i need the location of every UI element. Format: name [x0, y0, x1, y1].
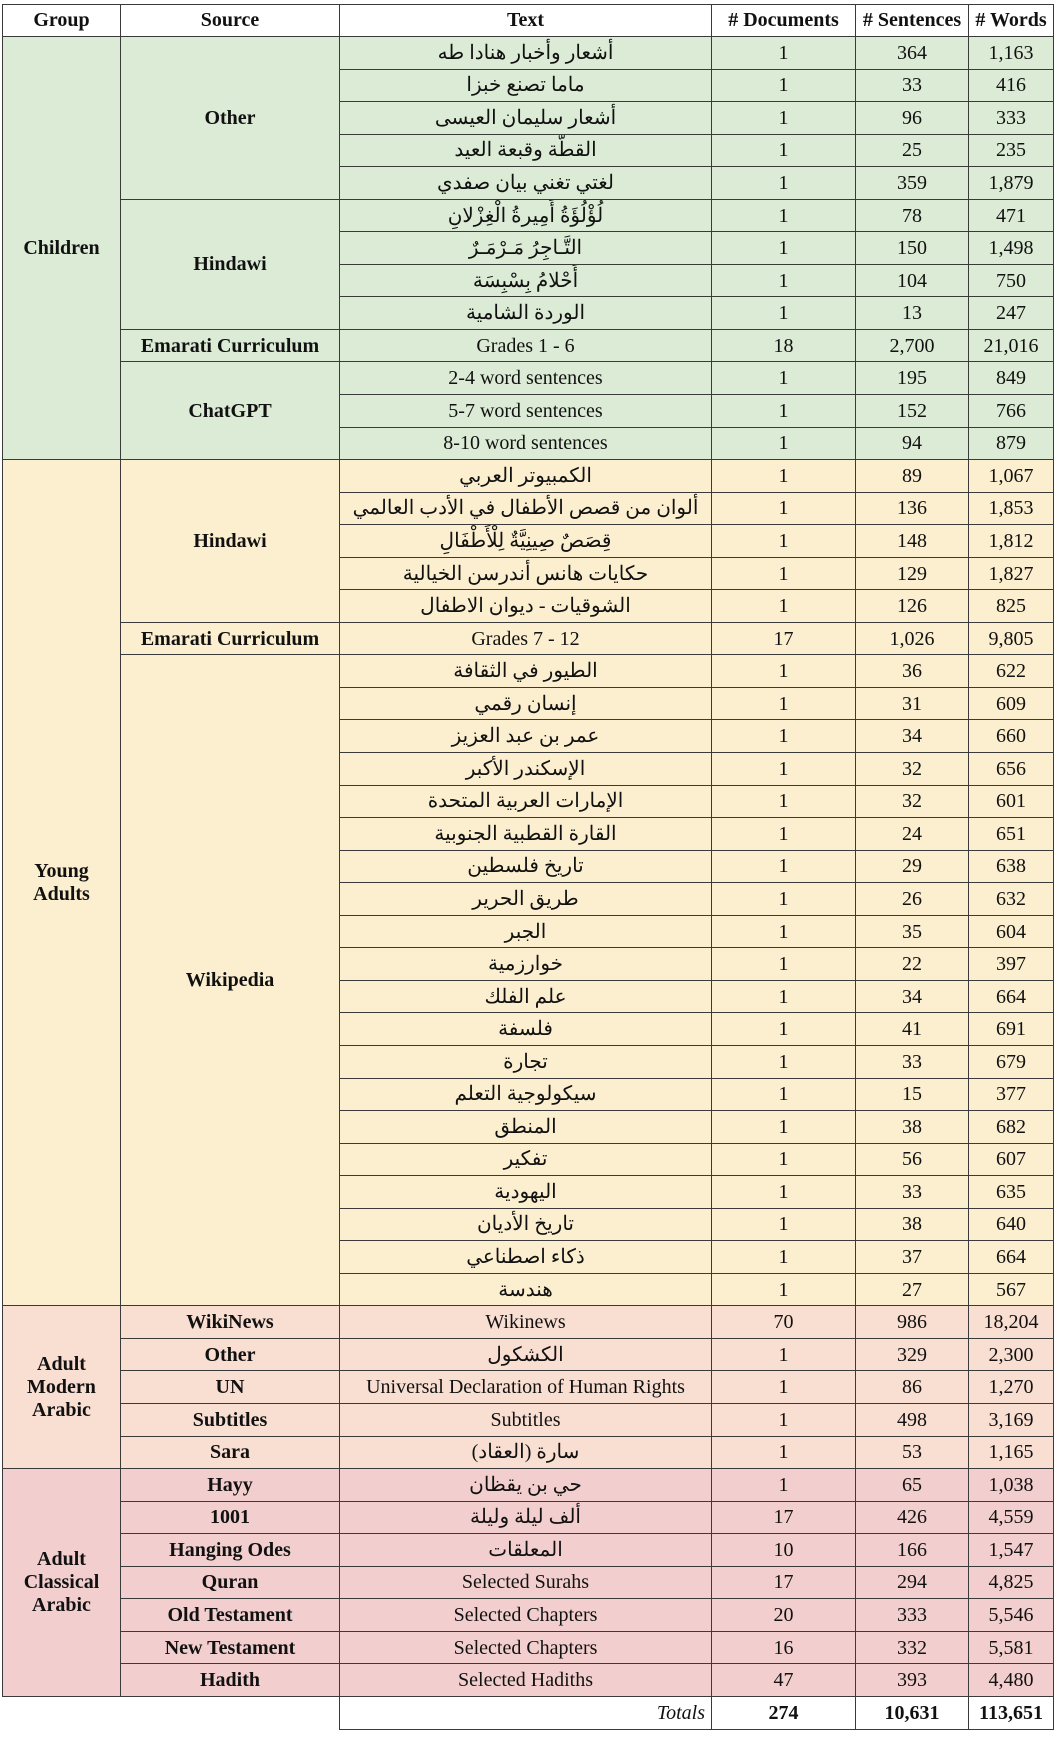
- words-cell: 21,016: [969, 329, 1054, 362]
- documents-cell: 1: [712, 590, 856, 623]
- words-cell: 656: [969, 753, 1054, 786]
- sentences-cell: 25: [856, 134, 969, 167]
- documents-cell: 1: [712, 1176, 856, 1209]
- source-cell: New Testament: [121, 1631, 340, 1664]
- totals-documents: 274: [712, 1696, 856, 1729]
- source-cell: Old Testament: [121, 1599, 340, 1632]
- table-row: [3, 37, 1054, 70]
- documents-cell: 18: [712, 329, 856, 362]
- documents-cell: 1: [712, 297, 856, 330]
- header-source: Source: [121, 5, 340, 37]
- sentences-cell: 41: [856, 1013, 969, 1046]
- words-cell: 1,827: [969, 557, 1054, 590]
- documents-cell: 1: [712, 1403, 856, 1436]
- sentences-cell: 1,026: [856, 622, 969, 655]
- words-cell: 682: [969, 1111, 1054, 1144]
- documents-cell: 1: [712, 492, 856, 525]
- documents-cell: 1: [712, 232, 856, 265]
- text-cell: الطيور في الثقافة: [340, 655, 712, 688]
- documents-cell: 1: [712, 557, 856, 590]
- sentences-cell: 32: [856, 753, 969, 786]
- corpus-table-container: [2, 4, 1054, 1730]
- sentences-cell: 78: [856, 199, 969, 232]
- text-cell: سارة (العقاد): [340, 1436, 712, 1469]
- documents-cell: 1: [712, 655, 856, 688]
- sentences-cell: 94: [856, 427, 969, 460]
- words-cell: 609: [969, 687, 1054, 720]
- words-cell: 1,547: [969, 1534, 1054, 1567]
- table-row: [3, 622, 1054, 655]
- sentences-cell: 986: [856, 1306, 969, 1339]
- table-row: [3, 329, 1054, 362]
- totals-words: 113,651: [969, 1696, 1054, 1729]
- sentences-cell: 86: [856, 1371, 969, 1404]
- table-row: [3, 1664, 1054, 1697]
- text-cell: الكشكول: [340, 1338, 712, 1371]
- text-cell: هندسة: [340, 1273, 712, 1306]
- sentences-cell: 29: [856, 850, 969, 883]
- documents-cell: 1: [712, 1143, 856, 1176]
- words-cell: 849: [969, 362, 1054, 395]
- text-cell: Grades 1 - 6: [340, 329, 712, 362]
- words-cell: 660: [969, 720, 1054, 753]
- text-cell: ماما تصنع خبزا: [340, 69, 712, 102]
- text-cell: قِصَصٌ صِينِيَّةٌ لِلْأَطْفَالِ: [340, 525, 712, 558]
- sentences-cell: 38: [856, 1111, 969, 1144]
- text-cell: تاريخ الأديان: [340, 1208, 712, 1241]
- source-cell: Other: [121, 37, 340, 200]
- words-cell: 766: [969, 395, 1054, 428]
- text-cell: Grades 7 - 12: [340, 622, 712, 655]
- text-cell: الكمبيوتر العربي: [340, 460, 712, 493]
- source-cell: WikiNews: [121, 1306, 340, 1339]
- sentences-cell: 294: [856, 1566, 969, 1599]
- documents-cell: 1: [712, 525, 856, 558]
- sentences-cell: 136: [856, 492, 969, 525]
- documents-cell: 1: [712, 1273, 856, 1306]
- documents-cell: 1: [712, 1013, 856, 1046]
- words-cell: 651: [969, 818, 1054, 851]
- sentences-cell: 498: [856, 1403, 969, 1436]
- text-cell: الإمارات العربية المتحدة: [340, 785, 712, 818]
- text-cell: إنسان رقمي: [340, 687, 712, 720]
- documents-cell: 1: [712, 1241, 856, 1274]
- words-cell: 471: [969, 199, 1054, 232]
- text-cell: 5-7 word sentences: [340, 395, 712, 428]
- words-cell: 604: [969, 915, 1054, 948]
- words-cell: 1,879: [969, 167, 1054, 200]
- sentences-cell: 150: [856, 232, 969, 265]
- text-cell: الإسكندر الأكبر: [340, 753, 712, 786]
- documents-cell: 1: [712, 1078, 856, 1111]
- totals-label: Totals: [340, 1696, 712, 1729]
- words-cell: 1,067: [969, 460, 1054, 493]
- sentences-cell: 26: [856, 883, 969, 916]
- documents-cell: 17: [712, 622, 856, 655]
- corpus-statistics-table: [2, 4, 1054, 1730]
- text-cell: خوارزمية: [340, 948, 712, 981]
- text-cell: القطّة وقبعة العيد: [340, 134, 712, 167]
- words-cell: 235: [969, 134, 1054, 167]
- words-cell: 4,825: [969, 1566, 1054, 1599]
- text-cell: الوردة الشامية: [340, 297, 712, 330]
- table-row: [3, 1403, 1054, 1436]
- sentences-cell: 38: [856, 1208, 969, 1241]
- group-label: Adult Classical Arabic: [23, 1547, 100, 1616]
- documents-cell: 10: [712, 1534, 856, 1567]
- words-cell: 247: [969, 297, 1054, 330]
- source-cell: Quran: [121, 1566, 340, 1599]
- table-row: [3, 1436, 1054, 1469]
- words-cell: 4,559: [969, 1501, 1054, 1534]
- group-cell: [3, 460, 121, 1306]
- sentences-cell: 104: [856, 264, 969, 297]
- documents-cell: 1: [712, 720, 856, 753]
- words-cell: 825: [969, 590, 1054, 623]
- words-cell: 691: [969, 1013, 1054, 1046]
- text-cell: Universal Declaration of Human Rights: [340, 1371, 712, 1404]
- documents-cell: 1: [712, 167, 856, 200]
- source-cell: Subtitles: [121, 1403, 340, 1436]
- source-cell: ChatGPT: [121, 362, 340, 460]
- text-cell: حي بن يقظان: [340, 1469, 712, 1502]
- text-cell: المنطق: [340, 1111, 712, 1144]
- sentences-cell: 22: [856, 948, 969, 981]
- text-cell: لُؤْلُؤَةُ أَمِيرةُ الْغِزْلانِ: [340, 199, 712, 232]
- text-cell: تجارة: [340, 1045, 712, 1078]
- sentences-cell: 65: [856, 1469, 969, 1502]
- text-cell: المعلقات: [340, 1534, 712, 1567]
- words-cell: 632: [969, 883, 1054, 916]
- table-row: [3, 1306, 1054, 1339]
- header-text: Text: [340, 5, 712, 37]
- text-cell: فلسفة: [340, 1013, 712, 1046]
- sentences-cell: 152: [856, 395, 969, 428]
- text-cell: تاريخ فلسطين: [340, 850, 712, 883]
- sentences-cell: 32: [856, 785, 969, 818]
- documents-cell: 1: [712, 362, 856, 395]
- source-cell: Hanging Odes: [121, 1534, 340, 1567]
- words-cell: 622: [969, 655, 1054, 688]
- source-cell: Hindawi: [121, 199, 340, 329]
- text-cell: ذكاء اصطناعي: [340, 1241, 712, 1274]
- documents-cell: 1: [712, 850, 856, 883]
- text-cell: Selected Chapters: [340, 1631, 712, 1664]
- table-row: [3, 1371, 1054, 1404]
- documents-cell: 20: [712, 1599, 856, 1632]
- table-row: [3, 1599, 1054, 1632]
- text-cell: Selected Hadiths: [340, 1664, 712, 1697]
- sentences-cell: 364: [856, 37, 969, 70]
- sentences-cell: 166: [856, 1534, 969, 1567]
- text-cell: أشعار سليمان العيسى: [340, 102, 712, 135]
- header-group: Group: [3, 5, 121, 37]
- sentences-cell: 33: [856, 69, 969, 102]
- text-cell: تفكير: [340, 1143, 712, 1176]
- totals-sentences: 10,631: [856, 1696, 969, 1729]
- text-cell: 2-4 word sentences: [340, 362, 712, 395]
- documents-cell: 1: [712, 948, 856, 981]
- text-cell: القارة القطبية الجنوبية: [340, 818, 712, 851]
- sentences-cell: 89: [856, 460, 969, 493]
- sentences-cell: 34: [856, 720, 969, 753]
- text-cell: لغتي تغني بيان صفدي: [340, 167, 712, 200]
- documents-cell: 17: [712, 1501, 856, 1534]
- words-cell: 1,270: [969, 1371, 1054, 1404]
- documents-cell: 1: [712, 1469, 856, 1502]
- sentences-cell: 333: [856, 1599, 969, 1632]
- documents-cell: 1: [712, 1436, 856, 1469]
- documents-cell: 1: [712, 37, 856, 70]
- documents-cell: 1: [712, 199, 856, 232]
- words-cell: 607: [969, 1143, 1054, 1176]
- sentences-cell: 126: [856, 590, 969, 623]
- documents-cell: 1: [712, 134, 856, 167]
- words-cell: 377: [969, 1078, 1054, 1111]
- group-label: Young Adults: [33, 859, 90, 905]
- table-row: [3, 1534, 1054, 1567]
- words-cell: 679: [969, 1045, 1054, 1078]
- text-cell: 8-10 word sentences: [340, 427, 712, 460]
- words-cell: 1,812: [969, 525, 1054, 558]
- words-cell: 664: [969, 1241, 1054, 1274]
- documents-cell: 1: [712, 818, 856, 851]
- documents-cell: 1: [712, 785, 856, 818]
- group-cell: Children: [3, 37, 121, 460]
- documents-cell: 16: [712, 1631, 856, 1664]
- words-cell: 1,163: [969, 37, 1054, 70]
- table-row: [3, 1338, 1054, 1371]
- documents-cell: 1: [712, 1111, 856, 1144]
- documents-cell: 1: [712, 753, 856, 786]
- sentences-cell: 13: [856, 297, 969, 330]
- sentences-cell: 24: [856, 818, 969, 851]
- source-cell: UN: [121, 1371, 340, 1404]
- words-cell: 750: [969, 264, 1054, 297]
- words-cell: 1,853: [969, 492, 1054, 525]
- totals-spacer: [3, 1696, 340, 1729]
- text-cell: Selected Surahs: [340, 1566, 712, 1599]
- documents-cell: 47: [712, 1664, 856, 1697]
- header-row: [3, 5, 1054, 37]
- words-cell: 5,546: [969, 1599, 1054, 1632]
- words-cell: 18,204: [969, 1306, 1054, 1339]
- text-cell: عمر بن عبد العزيز: [340, 720, 712, 753]
- words-cell: 397: [969, 948, 1054, 981]
- group-cell: [3, 1469, 121, 1697]
- sentences-cell: 27: [856, 1273, 969, 1306]
- group-cell: [3, 1306, 121, 1469]
- documents-cell: 1: [712, 915, 856, 948]
- source-cell: Hayy: [121, 1469, 340, 1502]
- group-label: Adult Modern Arabic: [27, 1352, 96, 1421]
- text-cell: أشعار وأخبار هنادا طه: [340, 37, 712, 70]
- documents-cell: 1: [712, 1045, 856, 1078]
- text-cell: علم الفلك: [340, 980, 712, 1013]
- sentences-cell: 33: [856, 1045, 969, 1078]
- documents-cell: 17: [712, 1566, 856, 1599]
- source-cell: Emarati Curriculum: [121, 622, 340, 655]
- header-sentences: # Sentences: [856, 5, 969, 37]
- sentences-cell: 35: [856, 915, 969, 948]
- sentences-cell: 56: [856, 1143, 969, 1176]
- documents-cell: 70: [712, 1306, 856, 1339]
- sentences-cell: 129: [856, 557, 969, 590]
- sentences-cell: 2,700: [856, 329, 969, 362]
- sentences-cell: 53: [856, 1436, 969, 1469]
- sentences-cell: 15: [856, 1078, 969, 1111]
- text-cell: الجبر: [340, 915, 712, 948]
- text-cell: التَّـاجِرُ مَـرْمَـرٌ: [340, 232, 712, 265]
- words-cell: 3,169: [969, 1403, 1054, 1436]
- words-cell: 601: [969, 785, 1054, 818]
- sentences-cell: 36: [856, 655, 969, 688]
- sentences-cell: 33: [856, 1176, 969, 1209]
- words-cell: 567: [969, 1273, 1054, 1306]
- words-cell: 4,480: [969, 1664, 1054, 1697]
- header-words: # Words: [969, 5, 1054, 37]
- source-cell: Hadith: [121, 1664, 340, 1697]
- documents-cell: 1: [712, 69, 856, 102]
- sentences-cell: 96: [856, 102, 969, 135]
- documents-cell: 1: [712, 395, 856, 428]
- source-cell: 1001: [121, 1501, 340, 1534]
- words-cell: 1,498: [969, 232, 1054, 265]
- documents-cell: 1: [712, 102, 856, 135]
- documents-cell: 1: [712, 1338, 856, 1371]
- table-row: [3, 1501, 1054, 1534]
- text-cell: ألف ليلة وليلة: [340, 1501, 712, 1534]
- sentences-cell: 31: [856, 687, 969, 720]
- words-cell: 2,300: [969, 1338, 1054, 1371]
- words-cell: 638: [969, 850, 1054, 883]
- documents-cell: 1: [712, 264, 856, 297]
- text-cell: Selected Chapters: [340, 1599, 712, 1632]
- table-row: [3, 362, 1054, 395]
- table-row: [3, 460, 1054, 493]
- documents-cell: 1: [712, 427, 856, 460]
- words-cell: 640: [969, 1208, 1054, 1241]
- text-cell: أَحْلامُ بِسْبِسَة: [340, 264, 712, 297]
- sentences-cell: 426: [856, 1501, 969, 1534]
- text-cell: حكايات هانس أندرسن الخيالية: [340, 557, 712, 590]
- documents-cell: 1: [712, 1208, 856, 1241]
- words-cell: 664: [969, 980, 1054, 1013]
- table-row: [3, 199, 1054, 232]
- table-row: [3, 655, 1054, 688]
- documents-cell: 1: [712, 1371, 856, 1404]
- sentences-cell: 148: [856, 525, 969, 558]
- sentences-cell: 329: [856, 1338, 969, 1371]
- text-cell: اليهودية: [340, 1176, 712, 1209]
- text-cell: طريق الحرير: [340, 883, 712, 916]
- documents-cell: 1: [712, 980, 856, 1013]
- words-cell: 635: [969, 1176, 1054, 1209]
- source-cell: Emarati Curriculum: [121, 329, 340, 362]
- text-cell: ألوان من قصص الأطفال في الأدب العالمي: [340, 492, 712, 525]
- words-cell: 1,038: [969, 1469, 1054, 1502]
- table-row: [3, 1631, 1054, 1664]
- words-cell: 333: [969, 102, 1054, 135]
- words-cell: 416: [969, 69, 1054, 102]
- words-cell: 879: [969, 427, 1054, 460]
- sentences-cell: 195: [856, 362, 969, 395]
- source-cell: Other: [121, 1338, 340, 1371]
- table-row: [3, 1469, 1054, 1502]
- sentences-cell: 393: [856, 1664, 969, 1697]
- source-cell: Hindawi: [121, 460, 340, 623]
- sentences-cell: 359: [856, 167, 969, 200]
- documents-cell: 1: [712, 883, 856, 916]
- documents-cell: 1: [712, 687, 856, 720]
- text-cell: الشوقيات - ديوان الاطفال: [340, 590, 712, 623]
- table-row: [3, 1566, 1054, 1599]
- documents-cell: 1: [712, 460, 856, 493]
- header-documents: # Documents: [712, 5, 856, 37]
- text-cell: Wikinews: [340, 1306, 712, 1339]
- source-cell: Wikipedia: [121, 655, 340, 1306]
- text-cell: Subtitles: [340, 1403, 712, 1436]
- words-cell: 9,805: [969, 622, 1054, 655]
- sentences-cell: 34: [856, 980, 969, 1013]
- table-body: [3, 37, 1054, 1730]
- sentences-cell: 37: [856, 1241, 969, 1274]
- words-cell: 1,165: [969, 1436, 1054, 1469]
- text-cell: سيكولوجية التعلم: [340, 1078, 712, 1111]
- sentences-cell: 332: [856, 1631, 969, 1664]
- totals-row: [3, 1696, 1054, 1729]
- words-cell: 5,581: [969, 1631, 1054, 1664]
- source-cell: Sara: [121, 1436, 340, 1469]
